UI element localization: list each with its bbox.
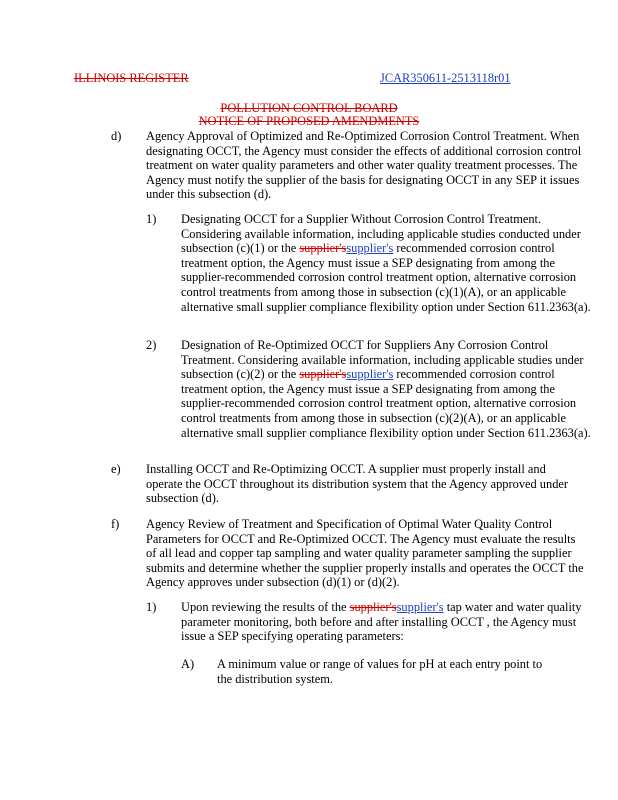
deleted-text: supplier's xyxy=(299,367,347,382)
section-e-label: e) xyxy=(111,462,121,476)
section-d1-label: 1) xyxy=(146,212,157,226)
section-fA-text: A minimum value or range of values for pH at each entry point to the distribution system. xyxy=(217,657,543,686)
section-d-text: Agency Approval of Optimized and Re-Optimized Corrosion Control Treatment. When designating OCCT, the Agency must consider the effects of additional corrosion control treatment on water quality parameters and other water quality treatment processes. The Agency must notify the supplier of the basis for designating OCCT in any SEP it issues under this subsection (d). xyxy=(146,129,582,202)
section-f1-text: Upon reviewing the results of the supplier'ssupplier's tap water and water quality parameter monitoring, both before and after installing OCCT , the Agency must issue a SEP specifying operating parameters: xyxy=(181,600,582,644)
deleted-text: supplier's xyxy=(349,600,397,614)
section-f-label: f) xyxy=(111,517,120,531)
deleted-text: supplier's xyxy=(299,241,347,256)
section-e-text: Installing OCCT and Re-Optimizing OCCT. A supplier must properly install and operate the OCCT throughout its distribution system that the Agency approved under subsection (d). xyxy=(146,462,569,506)
inserted-text: supplier's xyxy=(396,600,444,614)
section-f-text: Agency Review of Treatment and Specification of Optimal Water Quality Control Parameters for OCCT and Re-Optimized OCCT. The Agency must evaluate the results of all lead and copper tap sampling and water quality parameter sampling the supplier submits and determine whether the supplier properly installs and operates the OCCT the Agency approves under subsection (d)(1) or (d)(2). xyxy=(146,517,584,590)
notice-title: NOTICE OF PROPOSED AMENDMENTS xyxy=(198,114,420,128)
section-f1-label: 1) xyxy=(146,600,157,614)
section-d1-text: Designating OCCT for a Supplier Without Corrosion Control Treatment. Considering available information, including applicable studies conducted under subsection (c)(1) or the supplier'ssupplier's recommended corrosion control treatment option, the Agency must issue a SEP designating from among the supplier-recommended corrosion control treatment option, alternative corrosion control treatments from among those in subsection (c)(1)(A), or an applicable alternative small supplier compliance flexibility option under Section 611.2363(a). xyxy=(181,212,591,314)
section-fA-label: A) xyxy=(181,657,195,671)
board-title: POLLUTION CONTROL BOARD xyxy=(220,101,398,115)
section-d2-label: 2) xyxy=(146,338,157,352)
document-id: JCAR350611-2513118r01 xyxy=(380,71,511,85)
register-header: ILLINOIS REGISTER xyxy=(74,71,189,85)
section-d-label: d) xyxy=(111,129,122,143)
inserted-text: supplier's xyxy=(346,241,394,256)
section-d2-text: Designation of Re-Optimized OCCT for Suppliers Any Corrosion Control Treatment. Considering available information, including applicable studies under subsection (c)(2) or the supplier'ssupplier's recommended corrosion control treatment option, the Agency must issue a SEP designating from among the supplier-recommended corrosion control treatment option, alternative corrosion control treatments from among those in subsection (c)(2)(A), or an applicable alternative small supplier compliance flexibility option under Section 611.2363(a). xyxy=(181,338,591,440)
inserted-text: supplier's xyxy=(346,367,394,382)
